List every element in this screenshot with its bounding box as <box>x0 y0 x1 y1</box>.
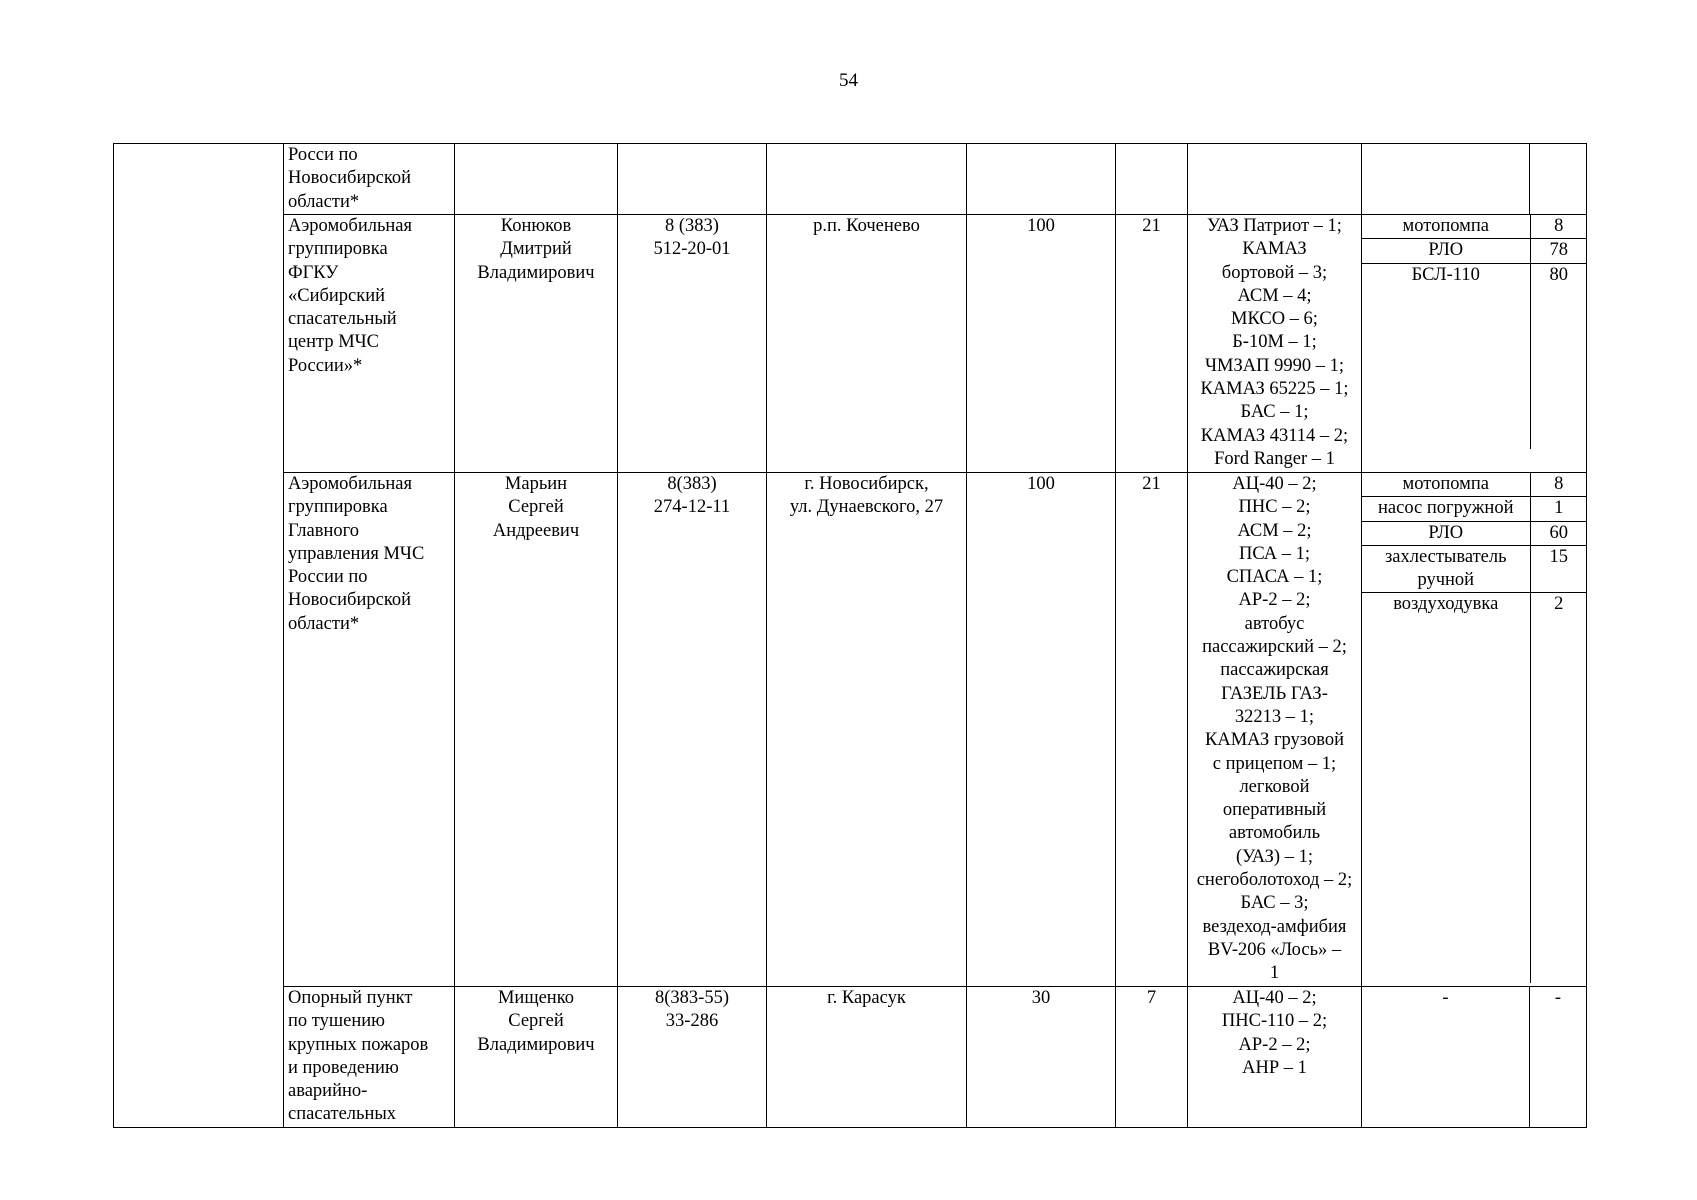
vehicle-line: 1 <box>1269 963 1280 984</box>
org-line: области* <box>288 613 360 634</box>
org-line: крупных пожаров <box>288 1034 429 1055</box>
vehicle-line: АСМ – 4; <box>1237 285 1312 306</box>
org-cell <box>284 987 455 1128</box>
org-line: Росси по <box>288 145 358 165</box>
equipment-cell <box>1362 215 1587 473</box>
equipment-name: воздуходувка <box>1362 593 1530 984</box>
vehicle-line: АЦ-40 – 2; <box>1232 988 1317 1008</box>
vehicles-cell <box>1188 987 1362 1128</box>
equipment-name <box>1362 545 1530 593</box>
vehicle-line: пассажирская <box>1220 660 1329 681</box>
vehicle-line: ГАЗЕЛЬ ГАЗ- <box>1221 683 1328 704</box>
org-line: Новосибирской <box>288 590 412 611</box>
vehicle-line: МКСО – 6; <box>1231 309 1318 330</box>
equipment-row <box>1362 473 1587 497</box>
vehicle-line: снегоболотоход – 2; <box>1196 870 1353 891</box>
address-cell <box>767 473 967 987</box>
address-cell <box>767 987 967 1128</box>
equipment-name-cell <box>1362 144 1530 215</box>
vehicle-line: оперативный <box>1222 800 1327 821</box>
vehicle-line: СПАСА – 1; <box>1226 567 1323 588</box>
vehicle-line: КАМАЗ <box>1242 239 1307 260</box>
org-cell <box>284 215 455 473</box>
equipment-row <box>1362 521 1587 545</box>
org-line: спасательных <box>288 1104 397 1125</box>
staff-cell: 100 <box>967 215 1116 473</box>
vehicle-line: BV-206 «Лось» – <box>1207 939 1342 960</box>
org-line: группировка <box>288 239 388 260</box>
equipment-name-cell: - <box>1362 987 1530 1128</box>
equipment-row <box>1362 593 1587 984</box>
phone-cell <box>618 987 767 1128</box>
equipment-qty: 80 <box>1549 264 1568 285</box>
org-cell <box>284 473 455 987</box>
equipment-name: мотопомпа <box>1362 215 1530 239</box>
equipment-qty: 8 <box>1530 473 1587 497</box>
head-cell <box>455 144 618 215</box>
org-line: России по <box>288 567 368 588</box>
equipment-qty: 15 <box>1530 545 1587 593</box>
vehicle-line: УАЗ Патриот – 1; <box>1207 216 1342 236</box>
phone-cell <box>618 473 767 987</box>
vehicle-line: легковой <box>1239 776 1310 797</box>
vehicle-line: ПНС-110 – 2; <box>1221 1011 1328 1032</box>
equipment-qty: 78 <box>1530 239 1587 263</box>
equipment-name: мотопомпа <box>1362 473 1530 497</box>
equipment-name-line: захлестыватель <box>1384 546 1507 567</box>
vehicle-line: ПСА – 1; <box>1238 543 1311 564</box>
vehicle-line: Ford Ranger – 1 <box>1214 448 1335 469</box>
head-line: Дмитрий <box>500 239 572 260</box>
vehicle-line: АНР – 1 <box>1242 1057 1307 1078</box>
region-cell <box>114 144 284 1128</box>
vehicle-line: БАС – 3; <box>1240 893 1309 914</box>
page-number: 54 <box>839 70 858 91</box>
equipment-table <box>1362 473 1587 983</box>
equipment-row <box>1362 545 1587 593</box>
vehicle-line: АР-2 – 2; <box>1238 590 1311 611</box>
equipment-name: РЛО <box>1362 239 1530 263</box>
equipment-qty: 60 <box>1530 521 1587 545</box>
vehicle-line: пассажирский – 2; <box>1202 637 1347 658</box>
equipment-qty: 1 <box>1530 497 1587 521</box>
org-line: и проведению <box>288 1057 399 1078</box>
staff-duty-cell: 21 <box>1116 215 1188 473</box>
equipment-row <box>1362 239 1587 263</box>
org-line: России»* <box>288 355 363 376</box>
org-line: центр МЧС <box>288 332 380 353</box>
equipment-row <box>1362 263 1587 449</box>
head-cell <box>455 215 618 473</box>
org-cell <box>284 144 455 215</box>
vehicle-line: с прицепом – 1; <box>1212 753 1337 774</box>
org-line: Главного <box>288 520 360 541</box>
equipment-table <box>1362 215 1587 449</box>
head-line: Конюков <box>500 216 572 236</box>
equipment-qty-cell <box>1530 144 1587 215</box>
equipment-row <box>1362 497 1587 521</box>
address-cell <box>767 215 967 473</box>
table-row <box>114 987 1587 1128</box>
org-line: Опорный пункт <box>288 988 413 1008</box>
vehicle-line: 32213 – 1; <box>1234 706 1315 727</box>
table-row <box>114 215 1587 473</box>
org-line: группировка <box>288 497 388 518</box>
org-line: аварийно- <box>288 1081 368 1102</box>
org-line: области* <box>288 191 360 212</box>
phone-cell <box>618 215 767 473</box>
head-line: Мищенко <box>497 988 574 1008</box>
vehicle-line: бортовой – 3; <box>1221 262 1328 283</box>
staff-duty-cell: 7 <box>1116 987 1188 1128</box>
vehicle-line: КАМАЗ 43114 – 2; <box>1200 425 1349 446</box>
head-cell <box>455 473 618 987</box>
phone-line: 8 (383) <box>665 216 719 236</box>
vehicle-line: вездеход-амфибия <box>1202 916 1347 937</box>
vehicle-line: ПНС – 2; <box>1238 497 1311 518</box>
head-line: Андреевич <box>492 520 580 541</box>
org-line: по тушению <box>288 1011 385 1032</box>
vehicle-line: (УАЗ) – 1; <box>1236 846 1313 867</box>
equipment-cell <box>1362 473 1587 987</box>
head-line: Сергей <box>508 497 564 518</box>
vehicle-line: БАС – 1; <box>1240 402 1309 423</box>
staff-cell: 30 <box>967 987 1116 1128</box>
phone-line: 8(383) <box>667 474 717 494</box>
org-line: управления МЧС <box>288 543 425 564</box>
head-cell <box>455 987 618 1128</box>
vehicle-line: КАМАЗ 65225 – 1; <box>1200 379 1349 400</box>
forces-table <box>113 143 1587 1128</box>
equipment-name-line: ручной <box>1417 570 1475 591</box>
vehicle-line: АСМ – 2; <box>1237 520 1312 541</box>
head-line: Владимирович <box>477 262 595 283</box>
vehicle-line: КАМАЗ грузовой <box>1205 730 1344 751</box>
equipment-qty-cell: - <box>1530 987 1587 1128</box>
equipment-row <box>1362 215 1587 239</box>
head-line: Марьин <box>504 474 568 494</box>
vehicle-line: Б-10М – 1; <box>1232 332 1317 353</box>
phone-line: 8(383-55) <box>655 988 729 1008</box>
vehicle-line: АР-2 – 2; <box>1238 1034 1311 1055</box>
vehicle-line: АЦ-40 – 2; <box>1232 474 1317 494</box>
vehicle-line: ЧМЗАП 9990 – 1; <box>1205 355 1344 376</box>
equipment-qty: 2 <box>1554 594 1564 615</box>
head-line: Сергей <box>508 1011 564 1032</box>
org-line: Аэромобильная <box>288 216 413 236</box>
head-line: Владимирович <box>477 1034 595 1055</box>
vehicle-line: автомобиль <box>1228 823 1321 844</box>
address-line: г. Новосибирск, <box>804 474 929 494</box>
address-line: г. Карасук <box>827 988 906 1008</box>
org-line: Новосибирской <box>288 168 412 189</box>
vehicles-cell <box>1188 473 1362 987</box>
address-line: ул. Дунаевского, 27 <box>789 497 944 518</box>
equipment-name: насос погружной <box>1362 497 1530 521</box>
staff-cell <box>967 144 1116 215</box>
staff-duty-cell: 21 <box>1116 473 1188 987</box>
address-line: р.п. Коченево <box>813 216 920 236</box>
org-line: ФГКУ <box>288 262 339 283</box>
equipment-name: БСЛ-110 <box>1362 263 1530 449</box>
phone-line: 274-12-11 <box>653 497 731 518</box>
vehicles-cell <box>1188 144 1362 215</box>
equipment-qty: 8 <box>1530 215 1587 239</box>
phone-cell <box>618 144 767 215</box>
org-line: Аэромобильная <box>288 474 413 494</box>
phone-line: 512-20-01 <box>653 239 731 260</box>
org-line: спасательный <box>288 309 397 330</box>
equipment-name: РЛО <box>1362 521 1530 545</box>
phone-line: 33-286 <box>665 1011 719 1032</box>
vehicles-cell <box>1188 215 1362 473</box>
table-row <box>114 473 1587 987</box>
table-row <box>114 144 1587 215</box>
address-cell <box>767 144 967 215</box>
staff-duty-cell <box>1116 144 1188 215</box>
vehicle-line: автобус <box>1244 613 1305 634</box>
staff-cell: 100 <box>967 473 1116 987</box>
org-line: «Сибирский <box>288 285 386 306</box>
